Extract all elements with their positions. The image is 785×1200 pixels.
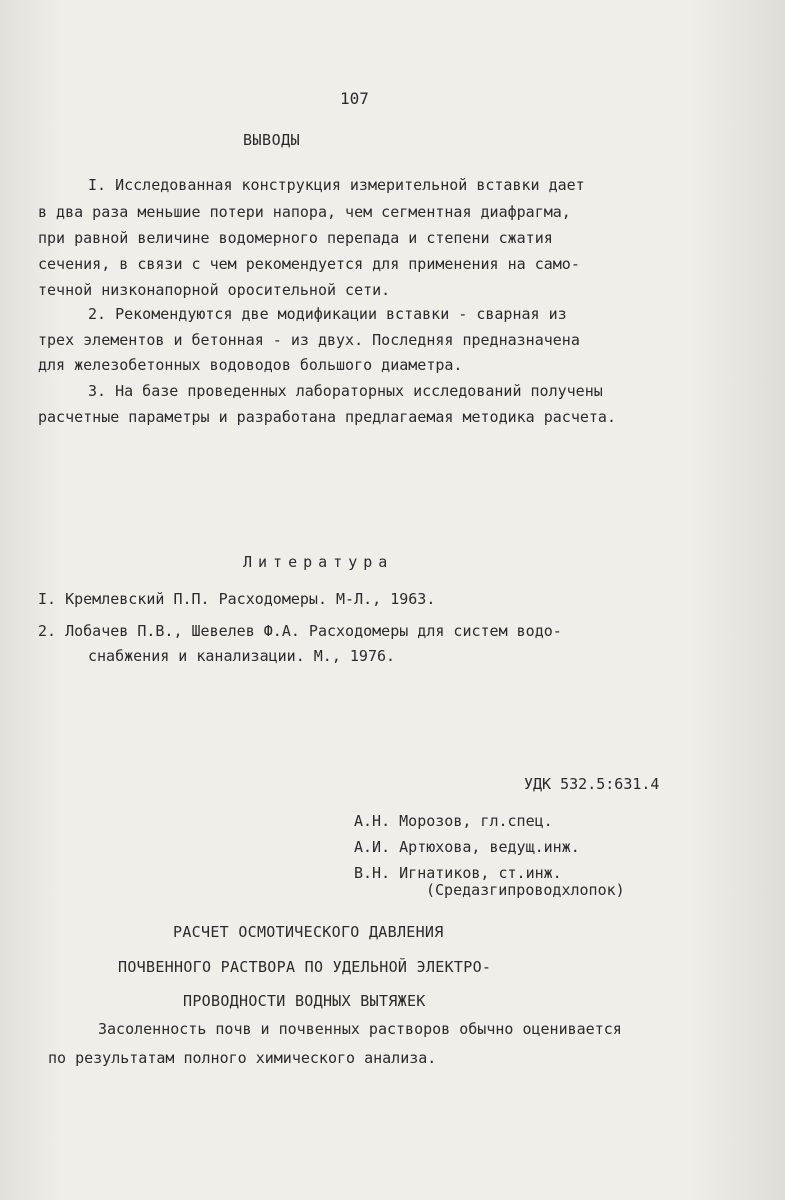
conclusions-line: сечения, в связи с чем рекомендуется для применения на само- bbox=[38, 255, 580, 273]
conclusions-line: I. Исследованная конструкция измерительной вставки дает bbox=[88, 176, 585, 194]
body-text-line: по результатам полного химического анализа. bbox=[48, 1049, 437, 1067]
author-line: А.Н. Морозов, гл.спец. bbox=[354, 812, 553, 830]
conclusions-heading: ВЫВОДЫ bbox=[243, 131, 301, 149]
body-text-line: Засоленность почв и почвенных растворов обычно оценивается bbox=[98, 1020, 622, 1038]
udk-code: УДК 532.5:631.4 bbox=[524, 775, 660, 793]
author-line: В.Н. Игнатиков, ст.инж. bbox=[354, 864, 562, 882]
literature-heading: Литература bbox=[243, 553, 394, 571]
conclusions-line: в два раза меньшие потери напора, чем сегментная диафрагма, bbox=[38, 203, 571, 221]
article-title-line: ПОЧВЕННОГО РАСТВОРА ПО УДЕЛЬНОЙ ЭЛЕКТРО- bbox=[118, 958, 492, 976]
author-affiliation: (Средазгипроводхлопок) bbox=[426, 881, 625, 899]
article-title-line: РАСЧЕТ ОСМОТИЧЕСКОГО ДАВЛЕНИЯ bbox=[173, 923, 444, 941]
reference-item-continuation: снабжения и канализации. М., 1976. bbox=[88, 647, 396, 665]
conclusions-line: течной низконапорной оросительной сети. bbox=[38, 281, 391, 299]
conclusions-line: для железобетонных водоводов большого диаметра. bbox=[38, 356, 463, 374]
conclusions-line: расчетные параметры и разработана предлагаемая методика расчета. bbox=[38, 408, 616, 426]
conclusions-line: трех элементов и бетонная - из двух. Последняя предназначена bbox=[38, 331, 580, 349]
reference-item: 2. Лобачев П.В., Шевелев Ф.А. Расходомеры для систем водо- bbox=[38, 622, 562, 640]
conclusions-line: 3. На базе проведенных лабораторных исследований получены bbox=[88, 382, 603, 400]
conclusions-line: 2. Рекомендуются две модификации вставки - сварная из bbox=[88, 305, 567, 323]
reference-item: I. Кремлевский П.П. Расходомеры. М-Л., 1963. bbox=[38, 590, 436, 608]
conclusions-line: при равной величине водомерного перепада и степени сжатия bbox=[38, 229, 553, 247]
author-line: А.И. Артюхова, ведущ.инж. bbox=[354, 838, 580, 856]
article-title-line: ПРОВОДНОСТИ ВОДНЫХ ВЫТЯЖЕК bbox=[183, 992, 426, 1010]
page-number: 107 bbox=[340, 89, 369, 108]
